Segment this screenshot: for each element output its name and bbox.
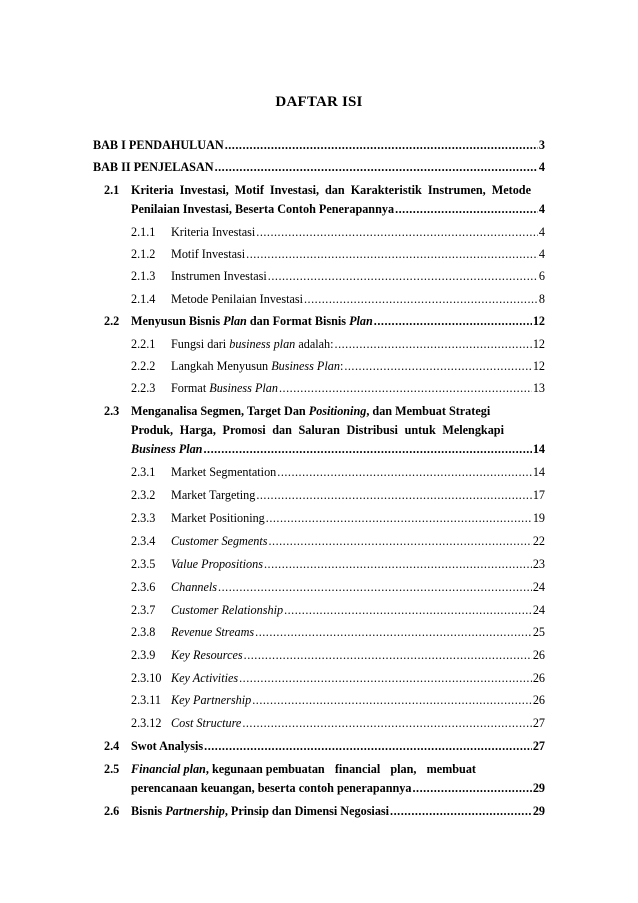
toc-page-number: 3 bbox=[538, 138, 545, 152]
leader-dots bbox=[256, 223, 538, 242]
toc-page-number: 4 bbox=[538, 247, 545, 261]
toc-entry-text: Key Partnership bbox=[171, 693, 252, 707]
leader-dots bbox=[246, 245, 538, 264]
section-number: 2.4 bbox=[104, 739, 120, 753]
leader-dots bbox=[215, 158, 538, 177]
toc-entry-text: Fungsi dari business plan adalah: bbox=[171, 337, 334, 351]
leader-dots bbox=[218, 578, 532, 597]
page-title: DAFTAR ISI bbox=[275, 94, 363, 110]
leader-dots bbox=[304, 290, 538, 309]
leader-dots bbox=[204, 737, 532, 756]
toc-entry-text: BAB II PENJELASAN bbox=[93, 160, 214, 174]
toc-page-number: 12 bbox=[532, 337, 545, 351]
section-number: 2.3.10 bbox=[131, 671, 162, 685]
toc-page-number: 19 bbox=[532, 511, 545, 525]
section-number: 2.3 bbox=[104, 404, 120, 418]
toc-page-number: 12 bbox=[532, 314, 545, 328]
toc-page-number: 4 bbox=[538, 225, 545, 239]
toc-entry-text: Market Targeting bbox=[171, 488, 256, 502]
toc-page-number: 17 bbox=[532, 488, 545, 502]
toc-entry-text: Langkah Menyusun Business Plan: bbox=[171, 359, 344, 373]
toc-entry-text: Metode Penilaian Investasi bbox=[171, 292, 303, 306]
toc-page-number: 13 bbox=[532, 381, 545, 395]
toc-page-number: 4 bbox=[538, 202, 545, 216]
section-number: 2.3.11 bbox=[131, 693, 162, 707]
section-number: 2.1.4 bbox=[131, 292, 156, 306]
leader-dots bbox=[225, 136, 538, 155]
section-number: 2.3.7 bbox=[131, 603, 156, 617]
leader-dots bbox=[264, 555, 532, 574]
toc-entry-text: Instrumen Investasi bbox=[171, 269, 267, 283]
toc-page-number: 26 bbox=[532, 671, 545, 685]
leader-dots bbox=[268, 267, 538, 286]
toc-page-number: 29 bbox=[532, 781, 545, 795]
toc-entry-text: Motif Investasi bbox=[171, 247, 246, 261]
section-number: 2.1 bbox=[104, 183, 120, 197]
toc-page-number: 6 bbox=[538, 269, 545, 283]
toc-entry-text: BAB I PENDAHULUAN bbox=[93, 138, 224, 152]
toc-entry-text-line-3: Business Plan bbox=[131, 442, 203, 456]
toc-page-number: 8 bbox=[538, 292, 545, 306]
toc-entry-text: Customer Segments bbox=[171, 534, 268, 548]
leader-dots bbox=[390, 802, 532, 821]
leader-dots bbox=[239, 669, 532, 688]
section-number: 2.5 bbox=[104, 762, 120, 776]
toc-page-number: 25 bbox=[532, 625, 545, 639]
toc-page-number: 12 bbox=[532, 359, 545, 373]
toc-page-number: 14 bbox=[532, 442, 545, 456]
toc-page-number: 26 bbox=[532, 693, 545, 707]
toc-entry-text-line-2: perencanaan keuangan, beserta contoh penerapannya bbox=[131, 781, 412, 795]
leader-dots bbox=[395, 200, 538, 219]
leader-dots bbox=[242, 714, 532, 733]
leader-dots bbox=[268, 532, 531, 551]
leader-dots bbox=[344, 357, 531, 376]
section-number: 2.1.3 bbox=[131, 269, 156, 283]
toc-page-number: 14 bbox=[532, 465, 545, 479]
toc-entry-text: Channels bbox=[171, 580, 218, 594]
toc-entry-text: Kriteria Investasi bbox=[171, 225, 256, 239]
leader-dots bbox=[279, 379, 532, 398]
toc-entry-text: Key Activities bbox=[171, 671, 239, 685]
section-number: 2.2.2 bbox=[131, 359, 156, 373]
toc-page-number: 27 bbox=[532, 716, 545, 730]
section-number: 2.3.5 bbox=[131, 557, 156, 571]
section-number: 2.3.12 bbox=[131, 716, 162, 730]
leader-dots bbox=[277, 463, 532, 482]
leader-dots bbox=[255, 623, 532, 642]
toc-entry-text: Swot Analysis bbox=[131, 739, 204, 753]
section-number: 2.3.1 bbox=[131, 465, 156, 479]
section-number: 2.3.6 bbox=[131, 580, 156, 594]
toc-page-number: 29 bbox=[532, 804, 545, 818]
toc-page-number: 26 bbox=[532, 648, 545, 662]
leader-dots bbox=[252, 691, 532, 710]
toc-page-number: 22 bbox=[532, 534, 545, 548]
toc-entry-text: Revenue Streams bbox=[171, 625, 255, 639]
toc-entry-text-line-2: Penilaian Investasi, Beserta Contoh Penerapannya bbox=[131, 202, 395, 216]
toc-entry-text: Bisnis Partnership, Prinsip dan Dimensi Negosiasi bbox=[131, 804, 390, 818]
section-number: 2.3.8 bbox=[131, 625, 156, 639]
toc-page-number: 4 bbox=[538, 160, 545, 174]
section-number: 2.6 bbox=[104, 804, 120, 818]
section-number: 2.2 bbox=[104, 314, 120, 328]
section-number: 2.2.1 bbox=[131, 337, 156, 351]
toc-entry-text-line-1: Financial plan, kegunaan pembuatan financial plan, membuat bbox=[131, 762, 476, 776]
toc-entry-text: Format Business Plan bbox=[171, 381, 278, 395]
section-number: 2.3.3 bbox=[131, 511, 156, 525]
leader-dots bbox=[335, 335, 532, 354]
leader-dots bbox=[203, 440, 531, 459]
leader-dots bbox=[266, 509, 532, 528]
section-number: 2.2.3 bbox=[131, 381, 156, 395]
toc-page-number: 24 bbox=[532, 603, 545, 617]
toc-entry-text: Value Propositions bbox=[171, 557, 263, 571]
section-number: 2.1.2 bbox=[131, 247, 156, 261]
toc-entry-text: Cost Structure bbox=[171, 716, 242, 730]
section-number: 2.3.4 bbox=[131, 534, 156, 548]
toc-page-number: 27 bbox=[532, 739, 545, 753]
toc-entry-text: Market Segmentation bbox=[171, 465, 277, 479]
toc-page-number: 23 bbox=[532, 557, 545, 571]
toc-entry-text-line-1: Menganalisa Segmen, Target Dan Positioning, dan Membuat Strategi bbox=[131, 404, 491, 418]
toc-entry-text: Menyusun Bisnis Plan dan Format Bisnis Plan bbox=[131, 314, 373, 328]
leader-dots bbox=[412, 779, 531, 798]
toc-page-number: 24 bbox=[532, 580, 545, 594]
toc-entry-text: Key Resources bbox=[171, 648, 243, 662]
leader-dots bbox=[284, 601, 532, 620]
section-number: 2.1.1 bbox=[131, 225, 156, 239]
section-number: 2.3.9 bbox=[131, 648, 156, 662]
toc-entry-text: Customer Relationship bbox=[171, 603, 284, 617]
toc-entry-text-line-1: Kriteria Investasi, Motif Investasi, dan Karakteristik Instrumen, Metode bbox=[131, 183, 531, 197]
section-number: 2.3.2 bbox=[131, 488, 156, 502]
toc-entry-text: Market Positioning bbox=[171, 511, 265, 525]
toc-entry-text-line-2: Produk, Harga, Promosi dan Saluran Distribusi untuk Melengkapi bbox=[131, 423, 504, 437]
leader-dots bbox=[374, 312, 532, 331]
leader-dots bbox=[244, 646, 532, 665]
leader-dots bbox=[256, 486, 531, 505]
